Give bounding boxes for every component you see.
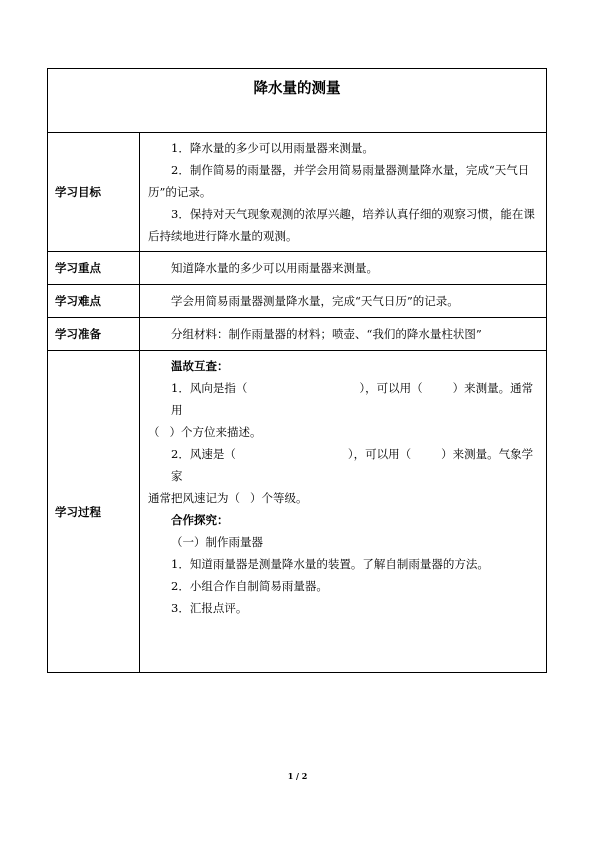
page-number: 1 / 2 [287, 771, 308, 781]
review-question-2-cont [148, 487, 540, 509]
preparation-text: 分组材料：制作雨量器的材料；喷壶、“我们的降水量柱状图” [171, 327, 482, 341]
q1-part-c: ）来测量。通常用 [171, 381, 534, 417]
objectives-row [48, 133, 547, 252]
objectives-label: 学习目标 [48, 133, 140, 252]
step-item: 1．知道雨量器是测量降水量的装置。了解自制雨量器的方法。 [171, 557, 489, 571]
step-item: 2．小组合作自制简易雨量器。 [171, 579, 328, 593]
difficulties-content [140, 285, 547, 318]
objective-item: 2．制作简易的雨量器，并学会用简易雨量器测量降水量，完成“天气日历”的记录。 [148, 163, 530, 199]
review-heading: 温故互查： [171, 359, 229, 373]
review-question-2 [148, 443, 540, 487]
process-row [48, 351, 547, 673]
preparation-row [48, 318, 547, 351]
review-question-1 [148, 377, 540, 421]
process-content [140, 351, 547, 673]
q2-part-a: 2．风速是（ [171, 447, 236, 461]
preparation-content [140, 318, 547, 351]
objective-item: 1．降水量的多少可以用雨量器来测量。 [171, 141, 374, 155]
title-row [48, 69, 547, 133]
objectives-content [140, 133, 547, 252]
difficulties-text: 学会用简易雨量器测量降水量，完成“天气日历”的记录。 [171, 294, 459, 308]
preparation-label: 学习准备 [48, 318, 140, 351]
title-cell [48, 69, 547, 133]
document-title: 降水量的测量 [253, 81, 341, 97]
lesson-plan-table [47, 68, 547, 673]
q1-part-e: ）个方位来描述。 [169, 425, 262, 439]
q1-part-d: （ [148, 425, 160, 439]
q2-part-d: 通常把风速记为（ [148, 491, 240, 505]
key-points-text: 知道降水量的多少可以用雨量器来测量。 [171, 261, 378, 275]
review-question-1-cont [148, 421, 540, 443]
q2-part-e: ）个等级。 [250, 491, 308, 505]
key-points-row [48, 252, 547, 285]
process-label: 学习过程 [48, 351, 140, 673]
q2-part-c: ）来测量。气象学家 [171, 447, 534, 483]
key-points-label: 学习重点 [48, 252, 140, 285]
difficulties-label: 学习难点 [48, 285, 140, 318]
step-item: 3．汇报点评。 [171, 601, 248, 615]
q1-part-b: ），可以用（ [359, 381, 423, 395]
difficulties-row [48, 285, 547, 318]
key-points-content [140, 252, 547, 285]
objective-item: 3．保持对天气现象观测的浓厚兴趣，培养认真仔细的观察习惯，能在课后持续地进行降水量的观测。 [148, 207, 535, 243]
explore-heading: 合作探究： [171, 513, 229, 527]
section-heading: （一）制作雨量器 [171, 535, 263, 549]
q1-part-a: 1．风向是指（ [171, 381, 248, 395]
q2-part-b: ），可以用（ [347, 447, 412, 461]
